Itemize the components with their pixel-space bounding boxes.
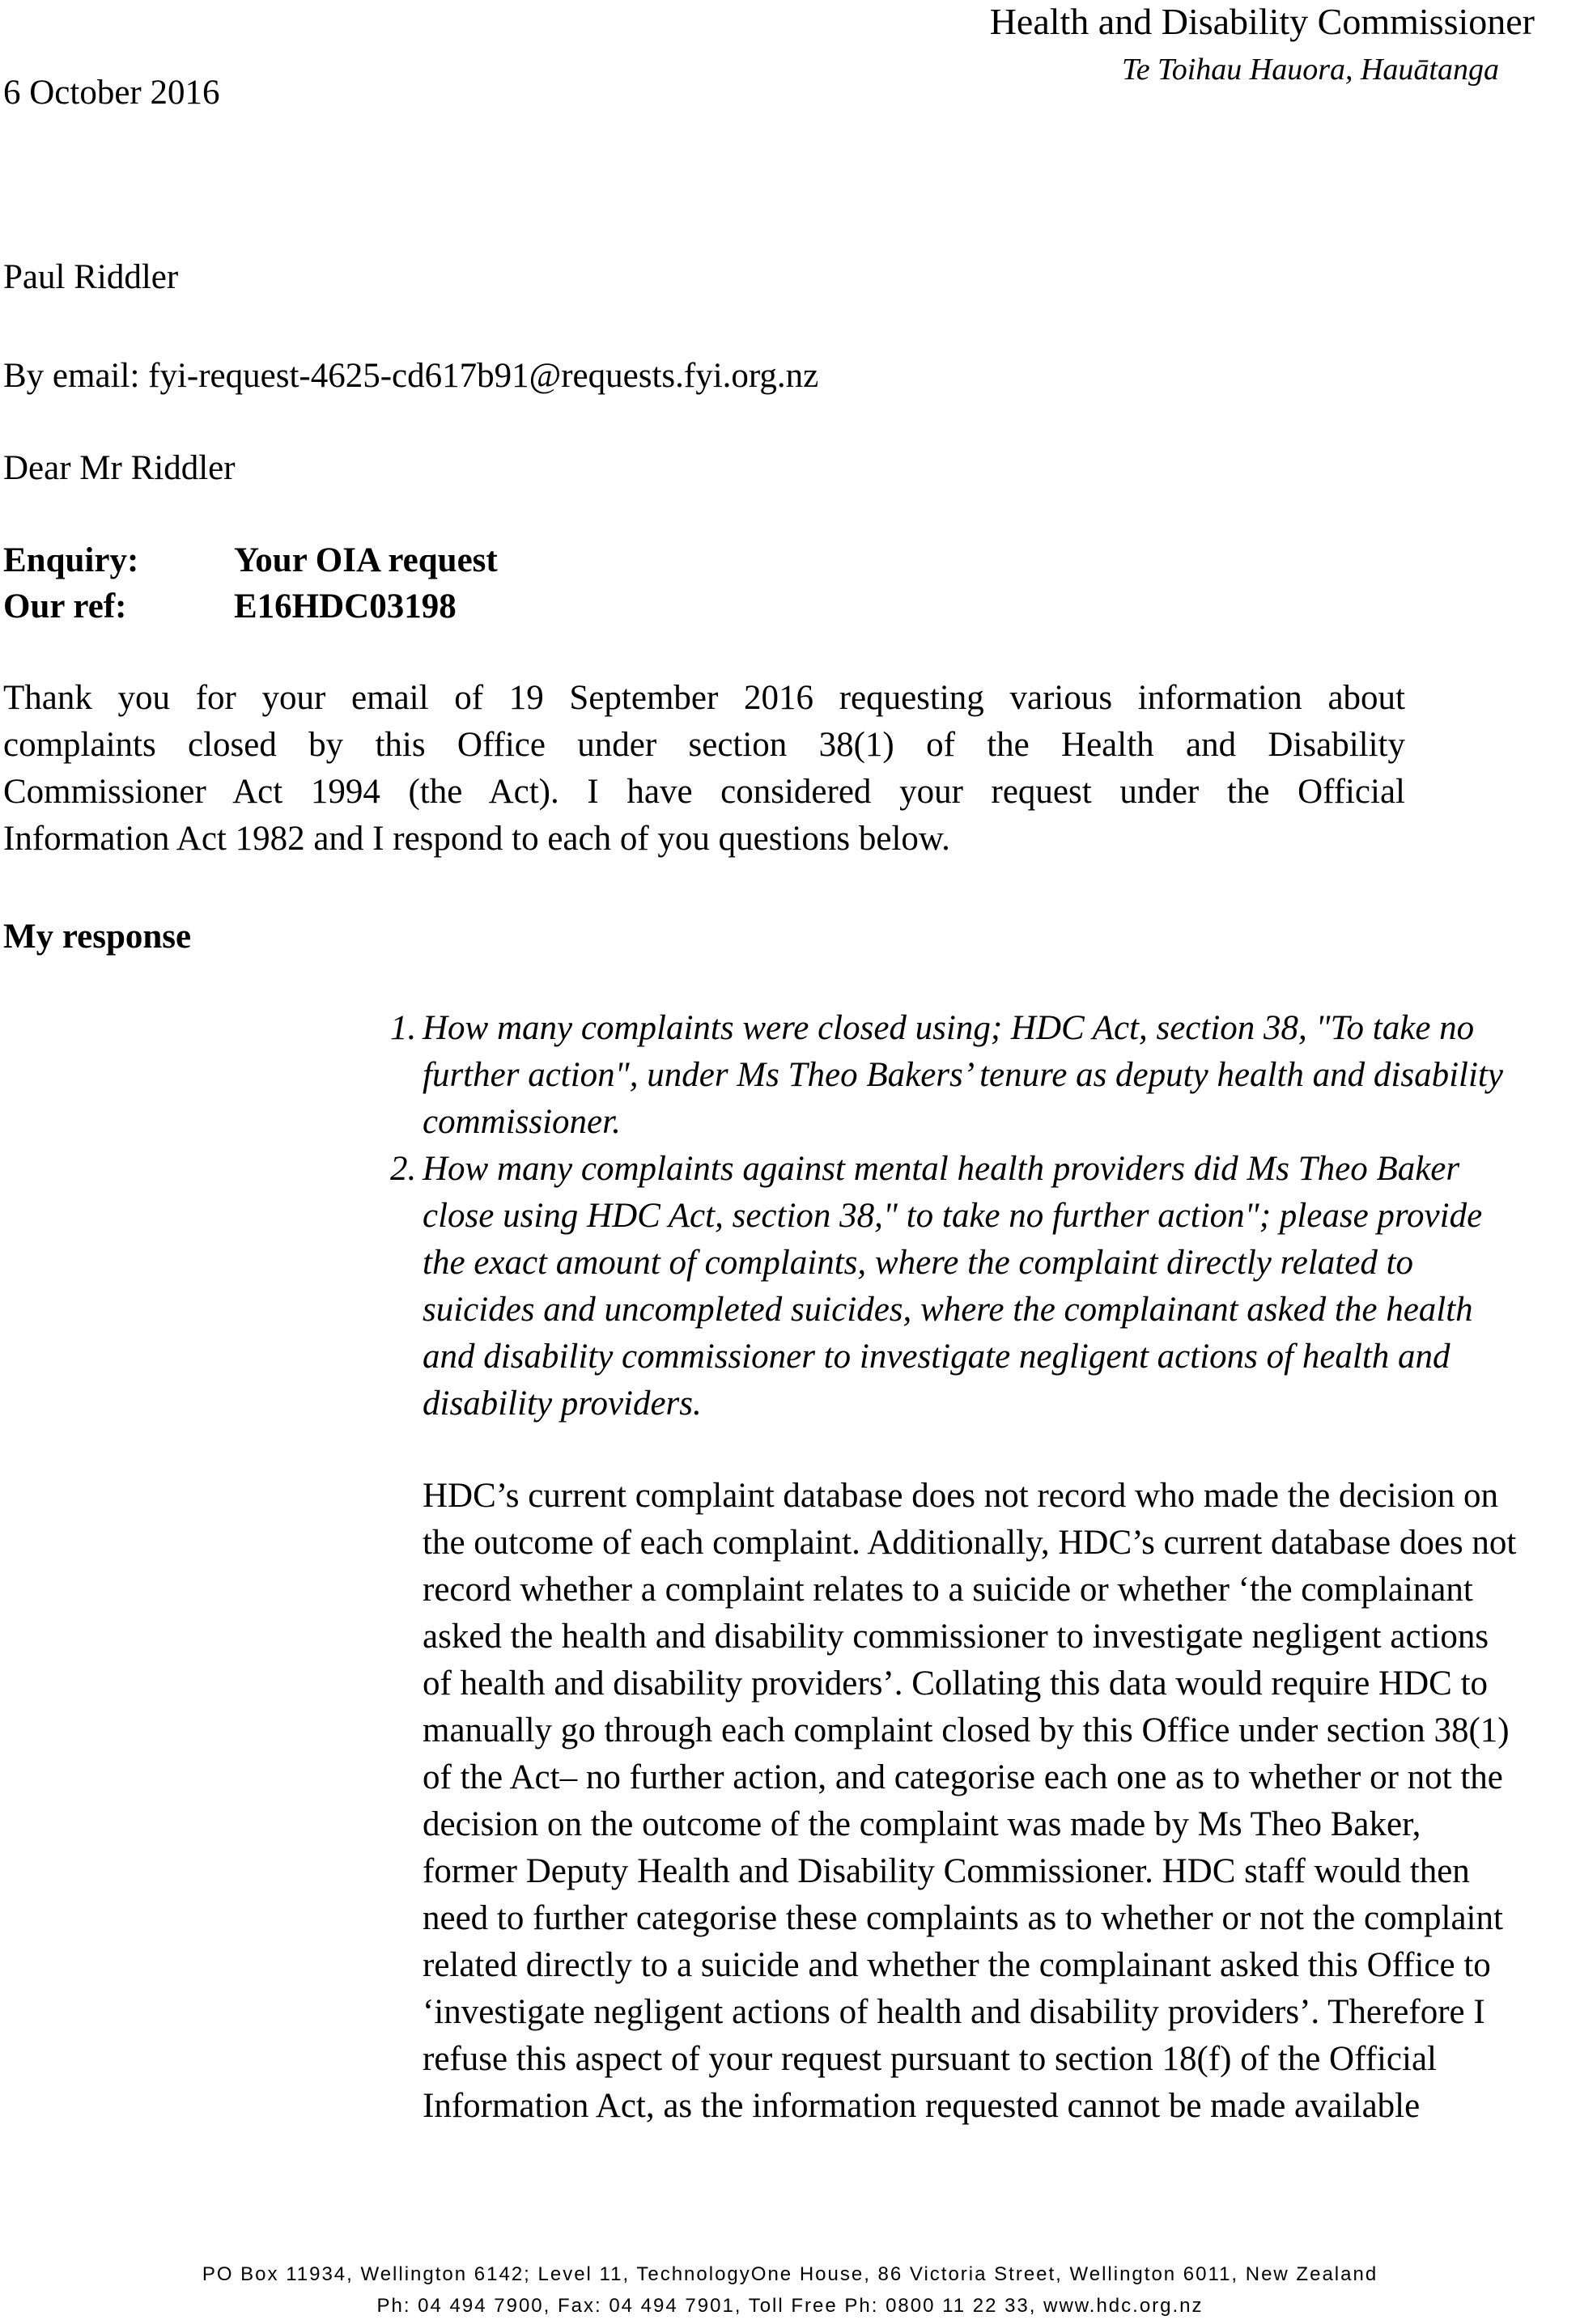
text-line: Thank you for your email of 19 September 2016 requesting various information about [3, 679, 1405, 717]
text-line: related directly to a suicide and whether the complainant asked this Office to [423, 1946, 1491, 1984]
text-line: Commissioner Act 1994 (the Act). I have considered your request under the Official [3, 773, 1405, 811]
list-number: 2. [390, 1150, 417, 1188]
question-1 [390, 1005, 1503, 1146]
text-line: Information Act, as the information requested cannot be made available [423, 2087, 1421, 2125]
text-line: Information Act 1982 and I respond to each of you questions below. [3, 820, 950, 858]
text-line: suicides and uncompleted suicides, where the complainant asked the health [423, 1291, 1473, 1329]
intro-paragraph [3, 675, 1405, 863]
text-line: of health and disability providers’. Collating this data would require HDC to [423, 1665, 1489, 1703]
footer-address: PO Box 11934, Wellington 6142; Level 11, TechnologyOne House, 86 Victoria Street, Wellington 6011, New Zealand [202, 2263, 1378, 2285]
text-line: close using HDC Act, section 38," to take no further action"; please provide [423, 1197, 1483, 1235]
text-line: asked the health and disability commissioner to investigate negligent actions [423, 1618, 1489, 1656]
enquiry-label: Enquiry: [3, 541, 139, 579]
salutation: Dear Mr Riddler [3, 449, 236, 487]
text-line: complaints closed by this Office under section 38(1) of the Health and Disability [3, 726, 1405, 764]
text-line: How many complaints were closed using; HDC Act, section 38, "To take no [423, 1009, 1475, 1047]
footer-contact: Ph: 04 494 7900, Fax: 04 494 7901, Toll Free Ph: 0800 11 22 33, www.hdc.org.nz [376, 2295, 1204, 2317]
text-line: further action", under Ms Theo Bakers’ tenure as deputy health and disability [423, 1056, 1503, 1094]
text-line: decision on the outcome of the complaint was made by Ms Theo Baker, [423, 1805, 1421, 1843]
text-line: need to further categorise these complaints as to whether or not the complaint [423, 1899, 1503, 1937]
text-line: How many complaints against mental health providers did Ms Theo Baker [423, 1150, 1460, 1188]
question-2 [390, 1146, 1483, 1427]
enquiry-value: Your OIA request [234, 541, 498, 579]
text-line: former Deputy Health and Disability Commissioner. HDC staff would then [423, 1852, 1470, 1890]
text-line: HDC’s current complaint database does not record who made the decision on [423, 1477, 1499, 1515]
recipient-email: By email: fyi-request-4625-cd617b91@requests.fyi.org.nz [3, 357, 819, 395]
letterhead-org-maori: Te Toihau Hauora, Hauātanga [1122, 53, 1499, 87]
text-line: the outcome of each complaint. Additionally, HDC’s current database does not [423, 1524, 1517, 1562]
ref-label: Our ref: [3, 587, 127, 626]
letterhead-org: Health and Disability Commissioner [989, 1, 1535, 42]
ref-value: E16HDC03198 [234, 587, 457, 626]
text-line: commissioner. [423, 1103, 621, 1141]
text-line: refuse this aspect of your request pursuant to section 18(f) of the Official [423, 2040, 1437, 2078]
text-line: manually go through each complaint closed by this Office under section 38(1) [423, 1711, 1510, 1749]
letter-date: 6 October 2016 [3, 74, 220, 112]
section-heading: My response [3, 918, 192, 956]
recipient-name: Paul Riddler [3, 258, 179, 296]
text-line: record whether a complaint relates to a suicide or whether ‘the complainant [423, 1571, 1473, 1609]
text-line: of the Act– no further action, and categorise each one as to whether or not the [423, 1758, 1503, 1796]
text-line: disability providers. [423, 1385, 702, 1423]
text-line: and disability commissioner to investigate negligent actions of health and [423, 1338, 1450, 1376]
answer-paragraph [423, 1473, 1517, 2130]
text-line: the exact amount of complaints, where the complaint directly related to [423, 1244, 1414, 1282]
list-number: 1. [390, 1009, 417, 1047]
text-line: ‘investigate negligent actions of health and disability providers’. Therefore I [423, 1993, 1485, 2031]
